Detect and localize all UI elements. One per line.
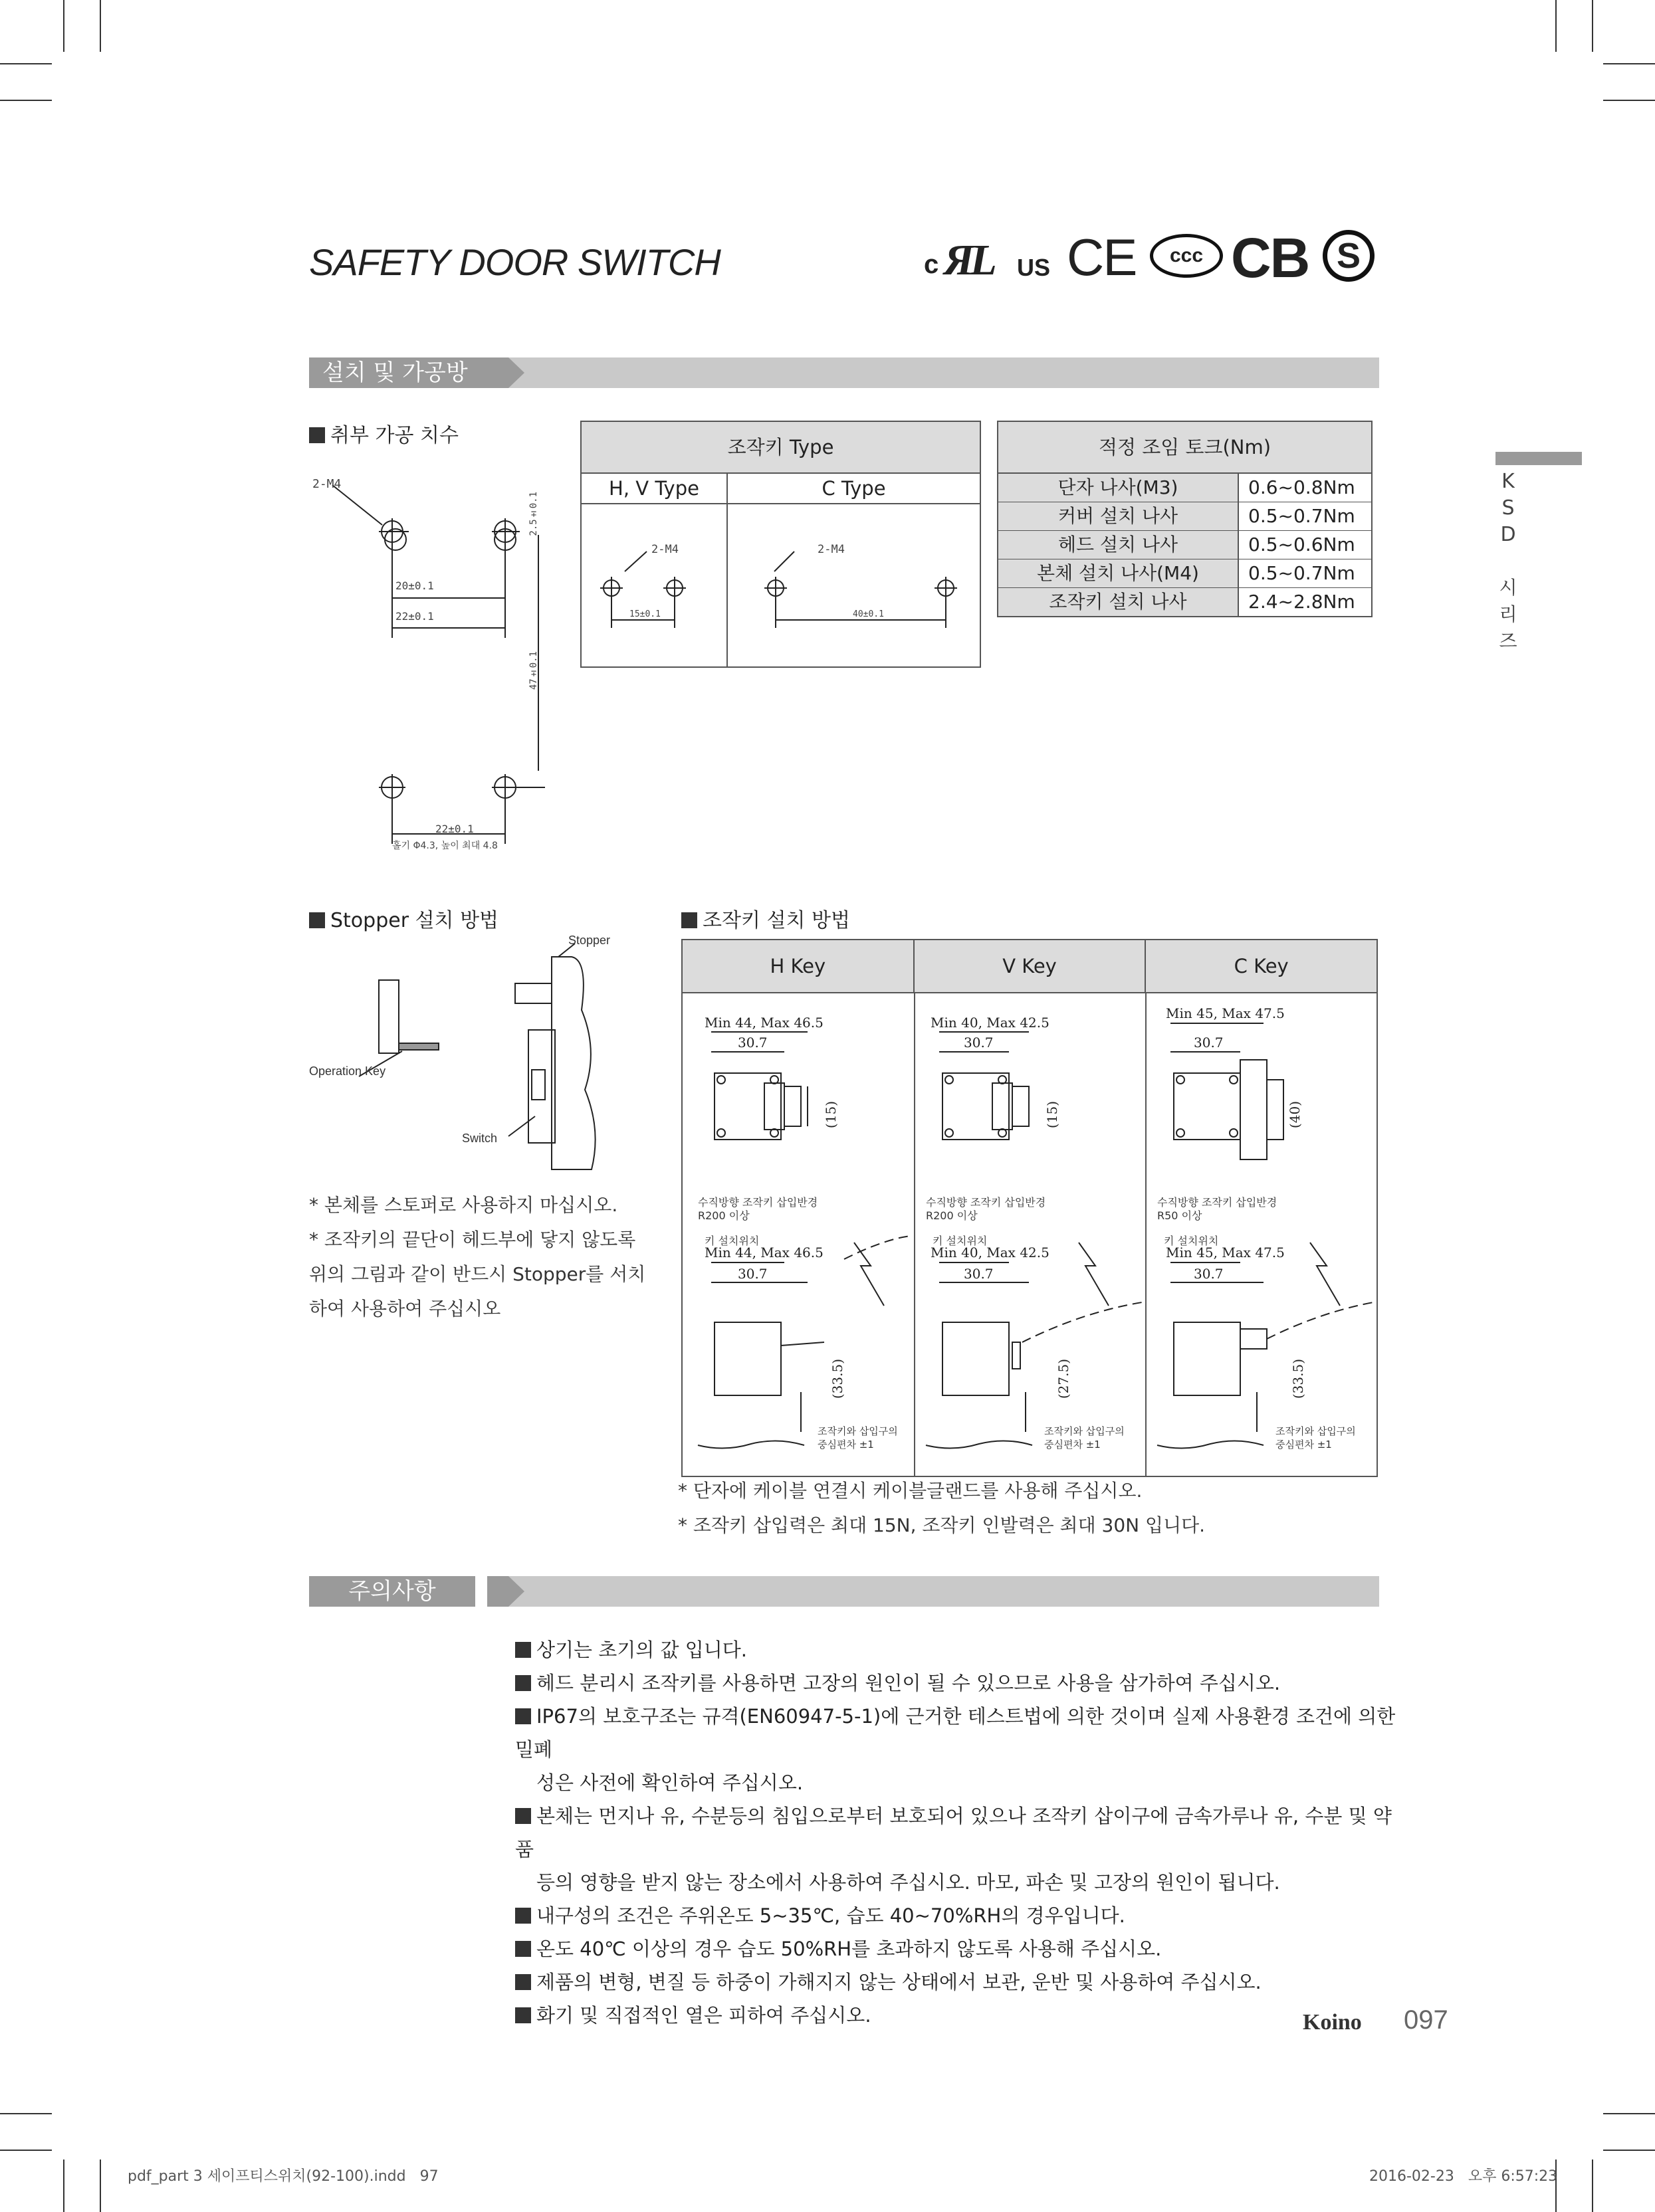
crop-mark bbox=[100, 0, 101, 52]
switch-text: Switch bbox=[462, 1132, 498, 1145]
key-pos-label: 키 설치위치 bbox=[1164, 1235, 1219, 1247]
crop-mark bbox=[0, 2150, 52, 2151]
square-bullet-icon bbox=[515, 1974, 531, 1990]
key-install-note: * 단자에 케이블 연결시 케이블글랜드를 사용해 주십시오. bbox=[678, 1480, 1143, 1502]
certification-logos bbox=[924, 226, 1382, 289]
stopper-note: 하여 사용하여 주십시오 bbox=[309, 1298, 501, 1320]
caution-item-cont bbox=[515, 1866, 1399, 1899]
side-tab-bar bbox=[1495, 452, 1582, 465]
key-install-label: 조작키 설치 방법 bbox=[703, 909, 850, 932]
key-type-col1: H, V Type bbox=[582, 474, 728, 504]
square-bullet-icon bbox=[515, 1808, 531, 1824]
caution-item bbox=[515, 1932, 1399, 1965]
side-tab-label: K S D 시 리 즈 bbox=[1499, 470, 1517, 652]
section-bar-line bbox=[508, 1576, 1379, 1607]
square-bullet-icon bbox=[681, 912, 697, 928]
ul-mark-icon: ЯL bbox=[944, 236, 993, 284]
key-type-drawing bbox=[582, 508, 980, 641]
h-type-screw: 2-M4 bbox=[651, 543, 679, 556]
caution-text: IP67의 보호구조는 규격(EN60947-5-1)에 근거한 테스트법에 의한 것이며 실제 사용환경 조건에 의한 밀폐 bbox=[515, 1705, 1396, 1761]
brand-logo: Koino bbox=[1303, 2010, 1362, 2035]
key-width: 30.7 bbox=[964, 1035, 994, 1051]
stopper-note: 위의 그림과 같이 반드시 Stopper를 서치 bbox=[309, 1263, 646, 1285]
key-height: (33.5) bbox=[829, 1359, 845, 1399]
stopper-note: * 조작키의 끝단이 헤드부에 닿지 않도록 bbox=[309, 1229, 636, 1251]
key-install-notes bbox=[678, 1474, 1205, 1543]
ul-us-text: US bbox=[1017, 254, 1051, 281]
crop-mark bbox=[0, 2113, 52, 2114]
key-width: 30.7 bbox=[1194, 1035, 1224, 1051]
square-bullet-icon bbox=[515, 2007, 531, 2023]
torque-row bbox=[998, 474, 1371, 502]
square-bullet-icon bbox=[515, 1941, 531, 1957]
crop-mark bbox=[1592, 0, 1593, 52]
torque-row bbox=[998, 588, 1371, 616]
section-bar-arrow bbox=[487, 1576, 527, 1607]
caution-text: 헤드 분리시 조작키를 사용하면 고장의 원인이 될 수 있으므로 사용을 삼가하여 주십시오. bbox=[536, 1672, 1281, 1694]
key-col-divider bbox=[914, 992, 915, 1476]
key-height: (33.5) bbox=[1290, 1359, 1306, 1399]
key-type-col2: C Type bbox=[728, 474, 980, 504]
crop-mark bbox=[0, 100, 52, 101]
section-title: 설치 및 가공방법 bbox=[309, 357, 502, 388]
stopper-heading bbox=[309, 904, 498, 933]
caution-text: 성은 사전에 확인하여 주십시오. bbox=[536, 1771, 804, 1794]
key-center-note: 조작키와 삽입구의 bbox=[1044, 1425, 1125, 1437]
caution-item bbox=[515, 1899, 1399, 1932]
key-range: Min 44, Max 46.5 bbox=[705, 1015, 824, 1031]
square-bullet-icon bbox=[515, 1675, 531, 1691]
c-type-dim: 40±0.1 bbox=[853, 609, 884, 619]
section-title: 주의사항 bbox=[309, 1576, 475, 1607]
torque-table bbox=[997, 421, 1373, 617]
page-title: SAFETY DOOR SWITCH bbox=[309, 241, 720, 283]
caution-text: 본체는 먼지나 유, 수분등의 침입으로부터 보호되어 있으나 조작키 삽이구에 금속가루나 유, 수분 및 약품 bbox=[515, 1805, 1392, 1860]
torque-row-name: 단자 나사(M3) bbox=[998, 474, 1239, 502]
key-range2: Min 45, Max 47.5 bbox=[1166, 1245, 1285, 1260]
key-type-header: 조작키 Type bbox=[582, 422, 980, 474]
mounting-dims-label: 취부 가공 치수 bbox=[330, 424, 459, 447]
ce-logo: CE bbox=[1067, 228, 1137, 286]
key-radius: R200 이상 bbox=[926, 1209, 978, 1222]
caution-item bbox=[515, 1999, 1399, 2032]
key-column-v bbox=[916, 993, 1142, 1472]
mount-hole-note: 홀기 Φ4.3, 높이 최대 4.8 bbox=[392, 841, 498, 851]
stopper-text: Stopper bbox=[568, 934, 611, 947]
square-bullet-icon bbox=[309, 427, 325, 443]
key-column-c bbox=[1147, 993, 1373, 1472]
crop-mark bbox=[1603, 100, 1655, 101]
caution-list bbox=[515, 1633, 1399, 2032]
torque-row-value: 0.5~0.7Nm bbox=[1248, 505, 1355, 527]
caution-item bbox=[515, 1965, 1399, 1999]
caution-item bbox=[515, 1666, 1399, 1700]
h-type-dim: 15±0.1 bbox=[629, 609, 661, 619]
c-type-screw: 2-M4 bbox=[818, 543, 845, 556]
key-range: Min 40, Max 42.5 bbox=[931, 1015, 1049, 1031]
torque-row-value: 0.5~0.7Nm bbox=[1248, 562, 1355, 584]
caution-item bbox=[515, 1799, 1399, 1866]
caution-text: 제품의 변형, 변질 등 하중이 가해지지 않는 상태에서 보관, 운반 및 사용하여 주십시오. bbox=[536, 1971, 1262, 1993]
caution-text: 상기는 초기의 값 입니다. bbox=[536, 1639, 748, 1661]
key-install-header-row bbox=[683, 940, 1377, 993]
caution-text: 내구성의 조건은 주위온도 5~35℃, 습도 40~70%RH의 경우입니다. bbox=[536, 1904, 1125, 1927]
stopper-label: Stopper 설치 방법 bbox=[330, 909, 499, 932]
crop-mark bbox=[100, 2160, 101, 2212]
torque-row-value: 2.4~2.8Nm bbox=[1248, 591, 1355, 613]
mount-dim-22-bottom: 22±0.1 bbox=[435, 823, 474, 835]
key-col-header: V Key bbox=[915, 940, 1147, 992]
crop-mark bbox=[1603, 2150, 1655, 2151]
key-center-note2: 중심편차 ±1 bbox=[1275, 1439, 1332, 1451]
square-bullet-icon bbox=[515, 1642, 531, 1658]
section-installation bbox=[309, 357, 1379, 417]
torque-header: 적정 조임 토크(Nm) bbox=[998, 422, 1371, 474]
caution-text: 등의 영향을 받지 않는 장소에서 사용하여 주십시오. 마모, 파손 및 고장의 원인이 됩니다. bbox=[536, 1871, 1280, 1894]
mounting-dims-drawing bbox=[306, 465, 585, 864]
caution-text: 온도 40℃ 이상의 경우 습도 50%RH를 초과하지 않도록 사용해 주십시오. bbox=[536, 1938, 1162, 1960]
torque-row-value: 0.6~0.8Nm bbox=[1248, 476, 1355, 498]
key-radius-label: 수직방향 조작키 삽입반경 bbox=[698, 1196, 818, 1209]
mount-screw-label: 2-M4 bbox=[312, 477, 342, 491]
mount-dim-22-top: 22±0.1 bbox=[395, 610, 434, 623]
mount-dim-2-5: 2.5±0.1 bbox=[528, 492, 539, 536]
crop-mark bbox=[1603, 2113, 1655, 2114]
torque-row-name: 커버 설치 나사 bbox=[998, 502, 1239, 530]
key-side: (40) bbox=[1287, 1101, 1303, 1129]
key-radius-label: 수직방향 조작키 삽입반경 bbox=[1157, 1196, 1277, 1209]
square-bullet-icon bbox=[515, 1708, 531, 1724]
torque-row bbox=[998, 502, 1371, 531]
cb-logo: CB bbox=[1231, 227, 1309, 289]
key-center-note2: 중심편차 ±1 bbox=[1044, 1439, 1101, 1451]
s-mark-icon: S bbox=[1323, 230, 1375, 282]
key-col-divider bbox=[1145, 992, 1147, 1476]
key-center-note: 조작키와 삽입구의 bbox=[818, 1425, 898, 1437]
key-range: Min 45, Max 47.5 bbox=[1166, 1005, 1285, 1021]
caution-item bbox=[515, 1633, 1399, 1666]
key-width2: 30.7 bbox=[964, 1266, 994, 1282]
torque-row-name: 본체 설치 나사(M4) bbox=[998, 559, 1239, 587]
square-bullet-icon bbox=[515, 1908, 531, 1924]
crop-mark bbox=[1592, 2160, 1593, 2212]
page-number: 097 bbox=[1404, 2005, 1448, 2035]
crop-mark bbox=[1555, 0, 1557, 52]
key-column-h bbox=[685, 993, 911, 1472]
key-side: (15) bbox=[1044, 1101, 1060, 1129]
torque-row bbox=[998, 531, 1371, 559]
crop-mark bbox=[0, 63, 52, 64]
key-width2: 30.7 bbox=[738, 1266, 768, 1282]
key-side: (15) bbox=[823, 1101, 839, 1129]
torque-row-name: 조작키 설치 나사 bbox=[998, 588, 1239, 616]
torque-row-name: 헤드 설치 나사 bbox=[998, 531, 1239, 559]
key-range2: Min 44, Max 46.5 bbox=[705, 1245, 824, 1260]
ul-c-text: c bbox=[924, 250, 939, 279]
section-caution bbox=[309, 1576, 1379, 1607]
square-bullet-icon bbox=[309, 912, 325, 928]
ul-logo bbox=[924, 235, 1057, 282]
key-col-header: C Key bbox=[1234, 955, 1289, 977]
caution-item-cont bbox=[515, 1766, 1399, 1799]
key-radius: R200 이상 bbox=[698, 1209, 750, 1222]
key-center-note: 조작키와 삽입구의 bbox=[1275, 1425, 1356, 1437]
stopper-notes bbox=[309, 1188, 655, 1326]
key-range2: Min 40, Max 42.5 bbox=[931, 1245, 1049, 1260]
key-col-header: H Key bbox=[683, 940, 915, 992]
caution-text: 화기 및 직접적인 열은 피하여 주십시오. bbox=[536, 2004, 871, 2027]
stopper-note: * 본체를 스토퍼로 사용하지 마십시오. bbox=[309, 1194, 618, 1216]
ccc-logo-icon: ccc bbox=[1150, 234, 1223, 278]
key-type-table bbox=[580, 421, 981, 668]
footer-file-name: pdf_part 3 세이프티스위치(92-100).indd 97 bbox=[128, 2168, 439, 2185]
mounting-dims-heading bbox=[309, 419, 459, 448]
operation-key-text: Operation Key bbox=[309, 1064, 386, 1078]
key-radius-label: 수직방향 조작키 삽입반경 bbox=[926, 1196, 1046, 1209]
key-install-heading bbox=[681, 904, 850, 933]
caution-item bbox=[515, 1700, 1399, 1766]
torque-row-value: 0.5~0.6Nm bbox=[1248, 534, 1355, 555]
key-height: (27.5) bbox=[1055, 1359, 1071, 1399]
crop-mark bbox=[63, 2160, 64, 2212]
mount-dim-47: 47±0.1 bbox=[528, 651, 539, 690]
crop-mark bbox=[63, 0, 64, 52]
crop-mark bbox=[1603, 63, 1655, 64]
key-width2: 30.7 bbox=[1194, 1266, 1224, 1282]
section-bar-line bbox=[508, 357, 1379, 388]
key-width: 30.7 bbox=[738, 1035, 768, 1051]
mount-dim-20: 20±0.1 bbox=[395, 579, 434, 592]
key-radius: R50 이상 bbox=[1157, 1209, 1202, 1222]
key-pos-label: 키 설치위치 bbox=[933, 1235, 988, 1247]
key-install-note: * 조작키 삽입력은 최대 15N, 조작키 인발력은 최대 30N 입니다. bbox=[678, 1514, 1206, 1536]
key-pos-label: 키 설치위치 bbox=[705, 1235, 760, 1247]
torque-row bbox=[998, 559, 1371, 588]
key-center-note2: 중심편차 ±1 bbox=[818, 1439, 874, 1451]
footer-date: 2016-02-23 오후 6:57:23 bbox=[1369, 2168, 1558, 2185]
